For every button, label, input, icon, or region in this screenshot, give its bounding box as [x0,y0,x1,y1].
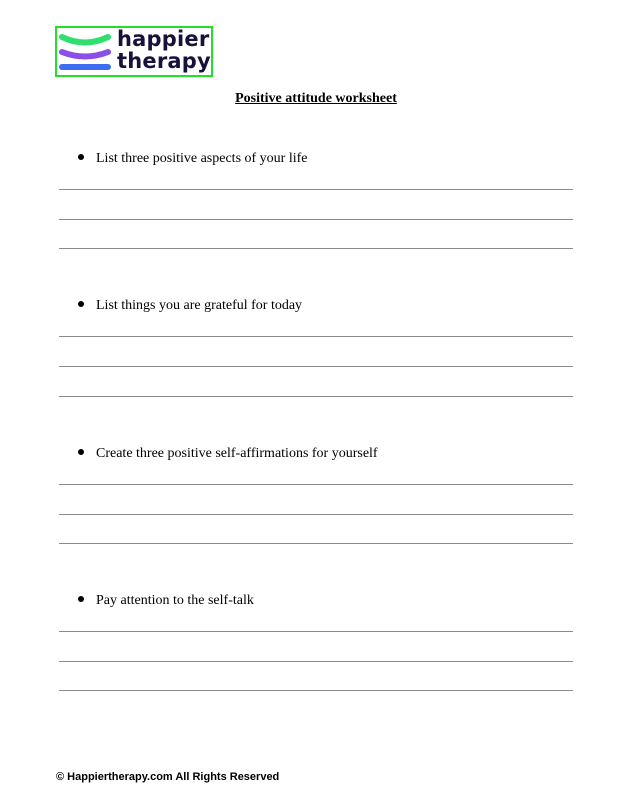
bullet-icon [78,449,84,455]
copyright-footer: © Happiertherapy.com All Rights Reserved [56,771,280,783]
question-text: Pay attention to the self-talk [96,593,254,608]
answer-line[interactable] [59,484,573,485]
bullet-icon [78,154,84,160]
question-item [78,446,378,462]
question-item [78,298,302,314]
question-text: List three positive aspects of your life [96,151,308,166]
answer-line[interactable] [59,189,573,190]
logo-waves-icon [59,32,111,72]
question-text: Create three positive self-affirmations for yourself [96,446,378,461]
answer-line[interactable] [59,336,573,337]
question-text: List things you are grateful for today [96,298,303,313]
logo-text-line1: happier [117,27,210,51]
bullet-icon [78,301,84,307]
brand-logo [55,26,213,77]
question-item [78,593,254,609]
answer-line[interactable] [59,543,573,544]
question-item [78,151,308,167]
bullet-icon [78,596,84,602]
answer-line[interactable] [59,248,573,249]
answer-line[interactable] [59,661,573,662]
answer-line[interactable] [59,690,573,691]
answer-line[interactable] [59,514,573,515]
answer-line[interactable] [59,631,573,632]
worksheet-title: Positive attitude worksheet [235,91,397,106]
answer-line[interactable] [59,396,573,397]
answer-line[interactable] [59,366,573,367]
logo-text-line2: therapy [117,49,211,73]
answer-line[interactable] [59,219,573,220]
